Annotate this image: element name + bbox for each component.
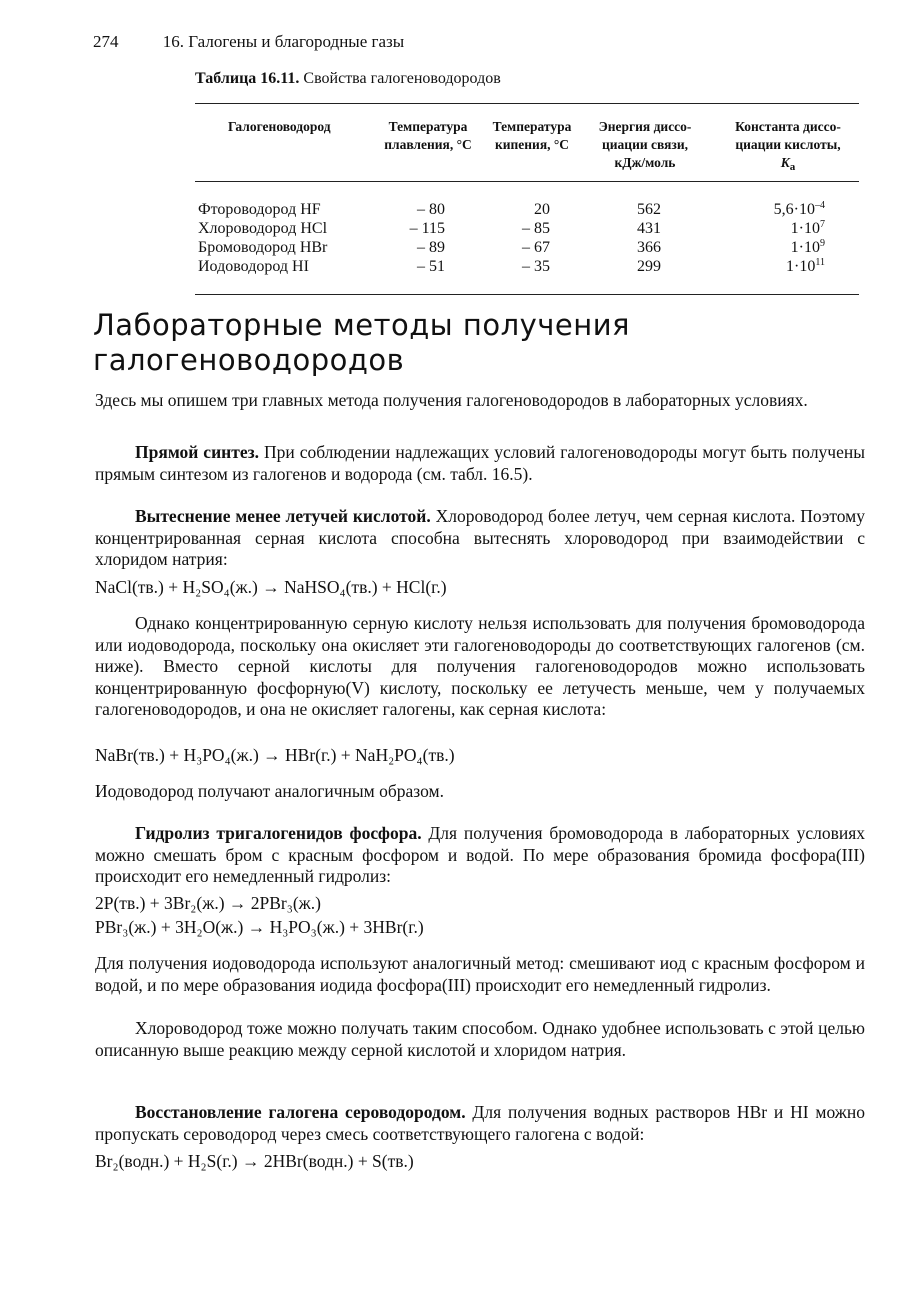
header-melting-line2: плавления, °C	[384, 137, 472, 152]
displacement-body: Хлороводород более летуч, чем серная кислота. Поэтому концентрированная серная кислота способна вытеснять хлороводород при взаимодействии с хлоридом натрия:	[95, 506, 865, 569]
header-energy-line3: кДж/моль	[614, 155, 676, 170]
table-cell-name: Хлороводород HCl	[198, 220, 328, 237]
table-cell-melt: – 115	[409, 220, 445, 237]
table-cell-energy: 366	[637, 239, 661, 256]
constant-exponent: –4	[815, 200, 825, 211]
table-cell-energy: 299	[637, 258, 661, 275]
ka-symbol: K	[780, 155, 790, 170]
page-number: 274	[93, 32, 119, 51]
constant-exponent: 9	[820, 238, 825, 249]
header-melting-line1: Температура	[388, 119, 468, 134]
section-title	[93, 308, 873, 378]
table-header-rule	[195, 181, 859, 182]
hcl-method-paragraph: Хлороводород тоже можно получать таким способом. Однако удобнее использовать с этой целью описанную выше реакцию между серной кислотой и хлоридом натрия.	[95, 1018, 865, 1060]
header-boiling-line2: кипения, °C	[494, 137, 570, 152]
table-caption-text: Свойства галогеноводородов	[303, 70, 501, 87]
direct-synthesis-title: Прямой синтез.	[135, 442, 260, 462]
table-caption-label: Таблица 16.11.	[195, 70, 300, 87]
hydrolysis-body: Для получения бромоводорода в лабораторных условиях можно смешать бром с красным фосфором и водой. По мере образования бромида фосфора(III) происходит его немедленный гидролиз:	[95, 823, 865, 886]
equation-2: NaBr(тв.) + H₃PO₄(ж.) → HBr(г.) + NaH₂PO₄(тв.)	[95, 745, 455, 765]
constant-base: 1·10	[790, 239, 820, 256]
constant-base: 1·10	[786, 258, 816, 275]
reduction-body: Для получения водных растворов HBr и HI можно пропускать сероводород через смесь соответствующего галогена с водой:	[95, 1102, 865, 1144]
table-cell-constant	[740, 257, 825, 277]
reduction-paragraph	[95, 1102, 865, 1145]
direct-synthesis-body: При соблюдении надлежащих условий галогеноводороды могут быть получены прямым синтезом из галогенов и водорода (см. табл. 16.5).	[95, 442, 866, 484]
displacement-title: Вытеснение менее летучей кислотой.	[135, 506, 431, 526]
table-bottom-rule	[195, 294, 859, 295]
ka-subscript: a	[789, 161, 796, 173]
table-cell-constant	[740, 219, 825, 239]
table-cell-boil: – 85	[522, 220, 550, 237]
hydrolysis-title: Гидролиз тригалогенидов фосфора.	[135, 823, 422, 843]
constant-exponent: 11	[815, 257, 825, 268]
table-cell-energy: 431	[637, 220, 661, 237]
table-cell-energy: 562	[637, 201, 661, 218]
table-cell-melt: – 51	[417, 258, 445, 275]
header-constant-line1: Константа диссо-	[735, 119, 841, 134]
header-energy-line1: Энергия диссо-	[598, 119, 692, 134]
table-cell-melt: – 80	[417, 201, 445, 218]
table-cell-name: Бромоводород HBr	[198, 239, 328, 256]
sulfuric-limitation-paragraph: Однако концентрированную серную кислоту нельзя использовать для получения бромоводорода или иодоводорода, поскольку она окисляет эти галогеноводороды до соответствующих галогенов (см. ниже). Вместо серной кислоты для получения галогеноводородов можно использовать концентрированную фосфорную(V) кислоту, поскольку ее летучесть меньше, чем у получаемых галогеноводородов, и она не окисляет галогены, как серная кислота:	[95, 613, 865, 719]
section-title-line1: Лабораторные методы получения	[93, 308, 630, 342]
table-cell-name: Фтороводород HF	[198, 201, 321, 218]
table-cell-constant	[740, 238, 825, 258]
hydrolysis-paragraph	[95, 823, 865, 888]
iodo-same-line: Иодоводород получают аналогичным образом.	[95, 781, 444, 801]
constant-exponent: 7	[820, 219, 825, 230]
header-halide: Галогеноводород	[228, 119, 331, 134]
equation-5: Br₂(водн.) + H₂S(г.) → 2HBr(водн.) + S(тв.)	[95, 1151, 414, 1171]
running-header	[93, 32, 404, 52]
equation-1: NaCl(тв.) + H₂SO₄(ж.) → NaHSO₄(тв.) + HCl(г.)	[95, 577, 447, 597]
constant-base: 5,6·10	[773, 201, 815, 218]
constant-base: 1·10	[790, 220, 820, 237]
chapter-title: 16. Галогены и благородные газы	[162, 32, 405, 51]
iodide-method-paragraph: Для получения иодоводорода используют аналогичный метод: смешивают иод с красным фосфором и водой, и по мере образования иодида фосфора(III) происходит его немедленный гидролиз.	[95, 953, 865, 995]
header-energy-line2: циации связи,	[601, 137, 688, 152]
intro-paragraph: Здесь мы опишем три главных метода получения галогеноводородов в лабораторных условиях.	[95, 390, 808, 410]
reduction-title: Восстановление галогена сероводородом.	[135, 1102, 466, 1122]
table-top-rule	[195, 103, 859, 104]
displacement-paragraph	[95, 506, 865, 571]
header-constant-line2: циации кислоты,	[735, 137, 841, 152]
table-cell-name: Иодоводород HI	[198, 258, 309, 275]
equation-3: 2P(тв.) + 3Br₂(ж.) → 2PBr₃(ж.)	[95, 893, 321, 913]
header-melting	[373, 118, 483, 154]
table-cell-boil: 20	[534, 201, 550, 218]
direct-synthesis-paragraph	[95, 442, 865, 485]
header-constant	[718, 118, 858, 172]
table-cell-boil: – 35	[522, 258, 550, 275]
table-cell-boil: – 67	[522, 239, 550, 256]
table-caption	[195, 70, 501, 88]
header-constant-line3	[718, 154, 858, 172]
header-boiling-line1: Температура	[492, 119, 572, 134]
table-cell-constant	[740, 200, 825, 220]
table-cell-melt: – 89	[417, 239, 445, 256]
header-energy	[585, 118, 705, 172]
section-title-line2: галогеноводородов	[93, 343, 405, 377]
header-boiling	[482, 118, 582, 154]
equation-4: PBr₃(ж.) + 3H₂O(ж.) → H₃PO₃(ж.) + 3HBr(г.)	[95, 917, 424, 937]
